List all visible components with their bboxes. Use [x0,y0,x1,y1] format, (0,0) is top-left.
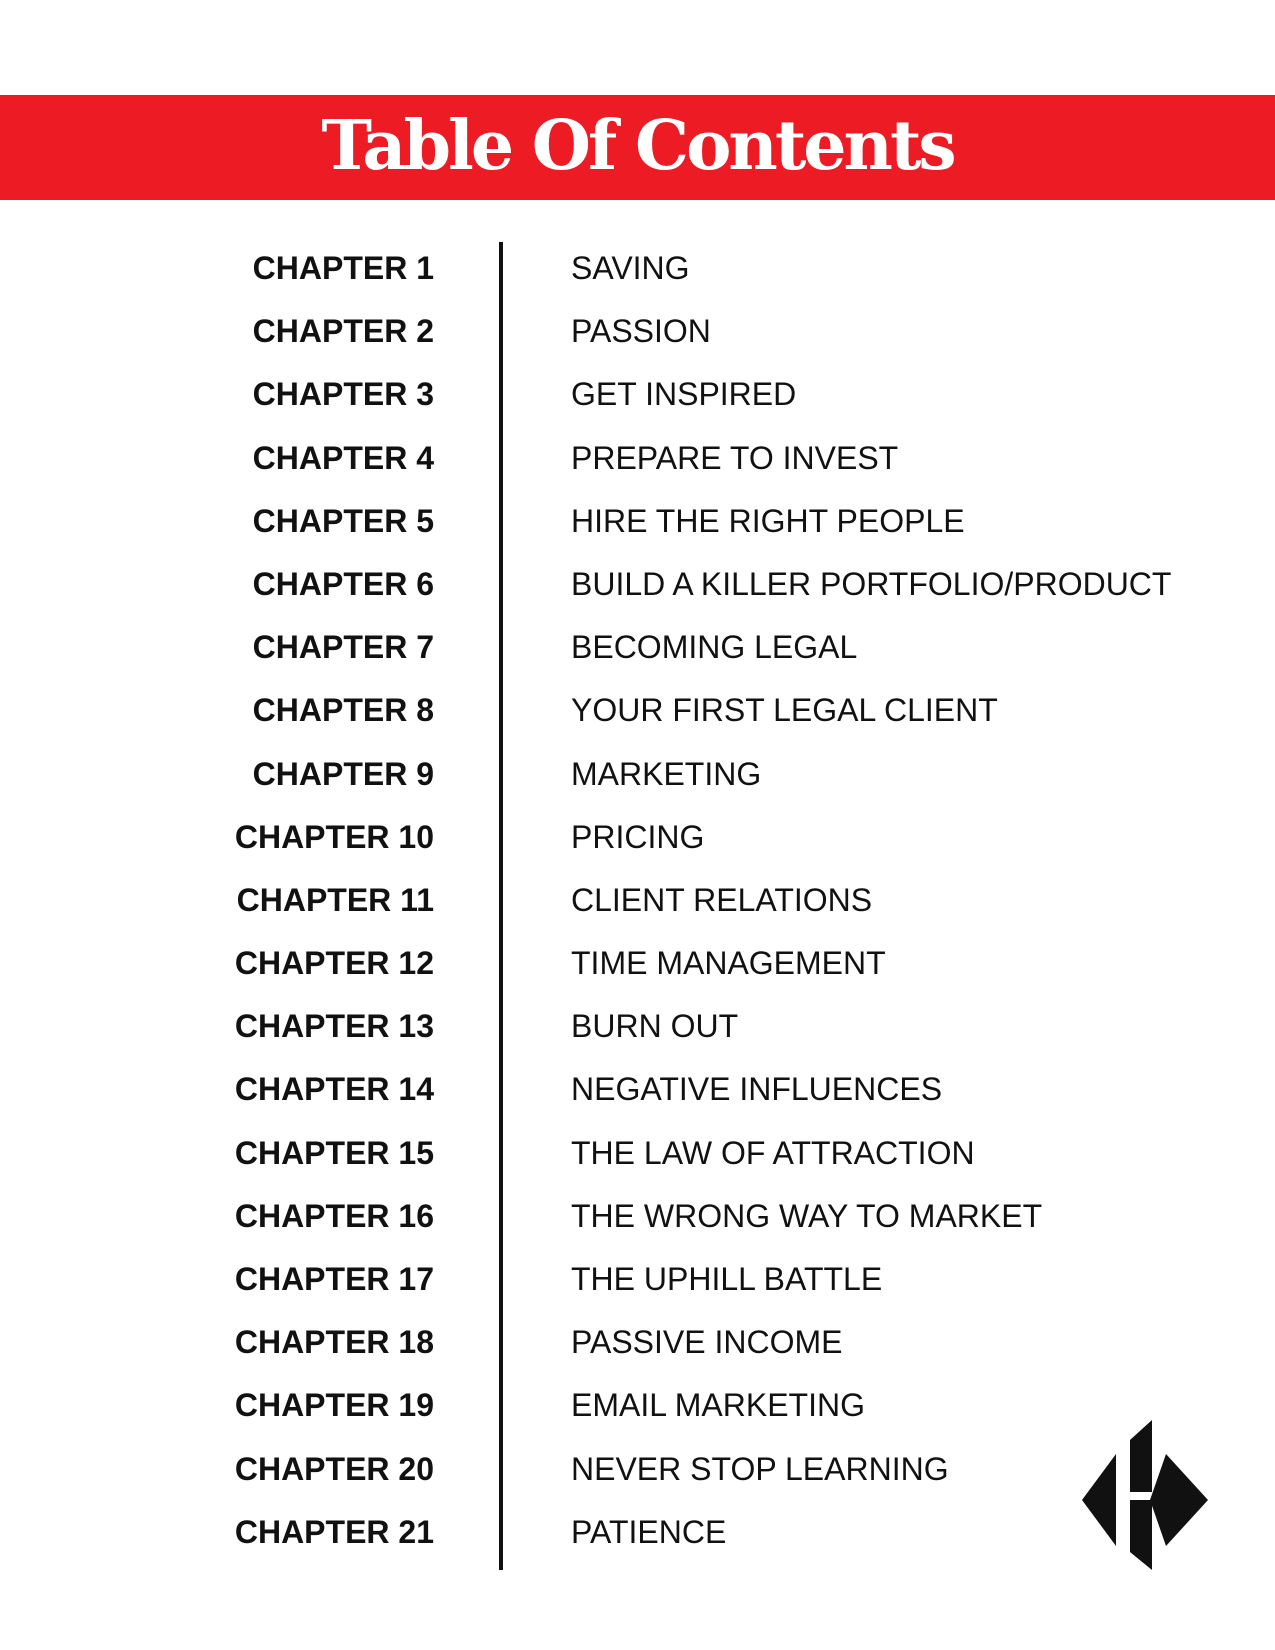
chapter-label: CHAPTER 16 [234,1197,434,1234]
chapter-title: HIRE THE RIGHT PEOPLE [571,502,965,539]
toc-row-14[interactable] [0,1063,1275,1126]
chapter-title: EMAIL MARKETING [571,1387,865,1424]
toc-row-8[interactable] [0,684,1275,747]
toc-row-16[interactable] [0,1190,1275,1253]
chapter-label: CHAPTER 2 [252,313,434,350]
chapter-title: GET INSPIRED [571,376,797,413]
chapter-title: BUILD A KILLER PORTFOLIO/PRODUCT [571,565,1172,602]
toc-list [0,242,1275,1569]
chapter-title: NEGATIVE INFLUENCES [571,1071,943,1108]
chapter-label: CHAPTER 6 [252,565,434,602]
chapter-label: CHAPTER 18 [234,1324,434,1361]
chapter-label: CHAPTER 1 [252,250,434,286]
toc-row-4[interactable] [0,432,1275,495]
chapter-label: CHAPTER 15 [234,1134,434,1171]
chapter-title: YOUR FIRST LEGAL CLIENT [571,692,998,729]
chapter-title: BECOMING LEGAL [571,629,858,666]
chapter-label: CHAPTER 3 [252,376,434,413]
toc-row-1[interactable] [0,242,1275,305]
toc-row-12[interactable] [0,937,1275,1000]
toc-row-9[interactable] [0,748,1275,811]
toc-row-17[interactable] [0,1253,1275,1316]
toc-row-6[interactable] [0,558,1275,621]
toc-row-2[interactable] [0,305,1275,368]
chapter-label: CHAPTER 13 [234,1008,434,1045]
toc-row-10[interactable] [0,811,1275,874]
chapter-title: CLIENT RELATIONS [571,881,873,918]
chapter-title: THE LAW OF ATTRACTION [571,1134,975,1171]
chapter-title: SAVING [571,250,690,286]
chapter-label: CHAPTER 8 [252,692,434,729]
toc-row-5[interactable] [0,495,1275,558]
chapter-label: CHAPTER 19 [234,1387,434,1424]
chapter-title: BURN OUT [571,1008,739,1045]
chapter-title: PREPARE TO INVEST [571,439,899,476]
toc-row-3[interactable] [0,368,1275,431]
chapter-title: MARKETING [571,755,762,792]
chapter-title: PRICING [571,818,705,855]
k-diamond-logo-icon [1082,1420,1208,1570]
chapter-title: THE WRONG WAY TO MARKET [571,1197,1043,1234]
chapter-title: NEVER STOP LEARNING [571,1450,949,1487]
chapter-label: CHAPTER 11 [236,881,434,918]
chapter-label: CHAPTER 20 [234,1450,434,1487]
chapter-label: CHAPTER 10 [234,818,434,855]
chapter-title: PATIENCE [571,1513,727,1550]
chapter-title: PASSIVE INCOME [571,1324,843,1361]
chapter-label: CHAPTER 9 [252,755,434,792]
chapter-label: CHAPTER 17 [234,1261,434,1297]
header-band [0,95,1275,200]
toc-row-7[interactable] [0,621,1275,684]
toc-row-13[interactable] [0,1000,1275,1063]
chapter-label: CHAPTER 4 [252,439,434,476]
toc-row-15[interactable] [0,1127,1275,1190]
chapter-label: CHAPTER 21 [234,1513,434,1550]
page-title: Table Of Contents [321,105,954,186]
toc-row-18[interactable] [0,1316,1275,1379]
chapter-label: CHAPTER 12 [234,945,434,982]
chapter-title: THE UPHILL BATTLE [571,1261,883,1297]
chapter-label: CHAPTER 14 [234,1071,434,1108]
toc-row-11[interactable] [0,874,1275,937]
chapter-title: TIME MANAGEMENT [571,945,886,982]
chapter-title: PASSION [571,313,711,350]
chapter-label: CHAPTER 5 [252,502,434,539]
chapter-label: CHAPTER 7 [252,629,434,666]
